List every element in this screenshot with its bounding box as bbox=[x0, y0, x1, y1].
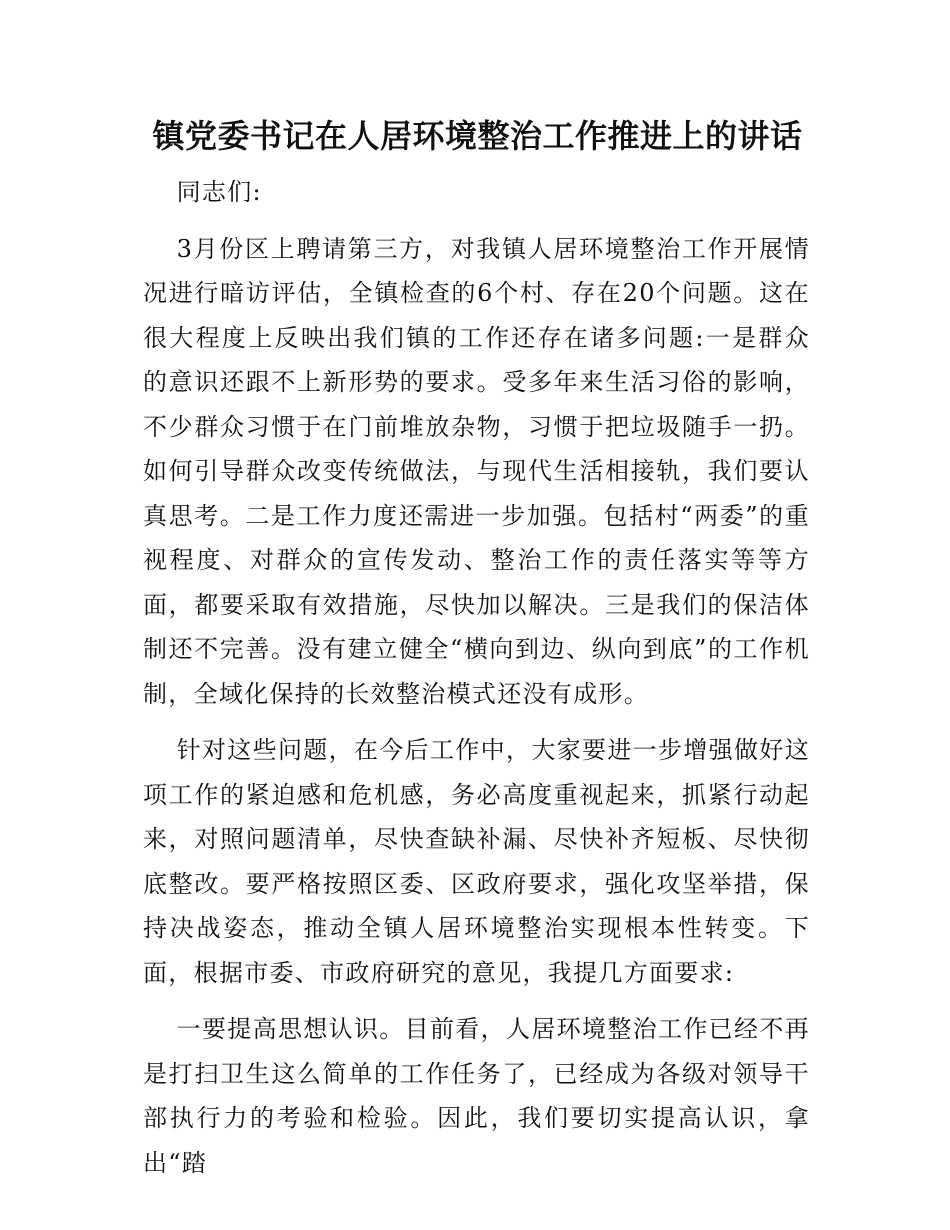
paragraph-2: 针对这些问题，在今后工作中，大家要进一步增强做好这项工作的紧迫感和危机感，务必高度重视起来，抓紧行动起来，对照问题清单，尽快查缺补漏、尽快补齐短板、尽快彻底整改。要严格按照区委、区政府要求，强化攻坚举措，保持决战姿态，推动全镇人居环境整治实现根本性转变。下面，根据市委、市政府研究的意见，我提几方面要求: bbox=[143, 736, 810, 987]
greeting: 同志们: bbox=[176, 178, 262, 206]
paragraph-3: 一要提高思想认识。目前看，人居环境整治工作已经不再是打扫卫生这么简单的工作任务了，已经成为各级对领导干部执行力的考验和检验。因此，我们要切实提高认识，拿出“踏 bbox=[143, 1015, 810, 1177]
paragraph-1: 3月份区上聘请第三方，对我镇人居环境整治工作开展情况进行暗访评估，全镇检查的6个村、存在20个问题。这在很大程度上反映出我们镇的工作还存在诸多问题:一是群众的意识还跟不上新形势的要求。受多年来生活习俗的影响，不少群众习惯于在门前堆放杂物，习惯于把垃圾随手一扔。如何引导群众改变传统做法，与现代生活相接轨，我们要认真思考。二是工作力度还需进一步加强。包括村“两委”的重视程度、对群众的宣传发动、整治工作的责任落实等等方面，都要采取有效措施，尽快加以解决。三是我们的保洁体制还不完善。没有建立健全“横向到边、纵向到底”的工作机制，全域化保持的长效整治模式还没有成形。 bbox=[143, 234, 810, 708]
document-body bbox=[143, 170, 810, 1197]
document-title: 镇党委书记在人居环境整治工作推进上的讲话 bbox=[152, 117, 803, 155]
